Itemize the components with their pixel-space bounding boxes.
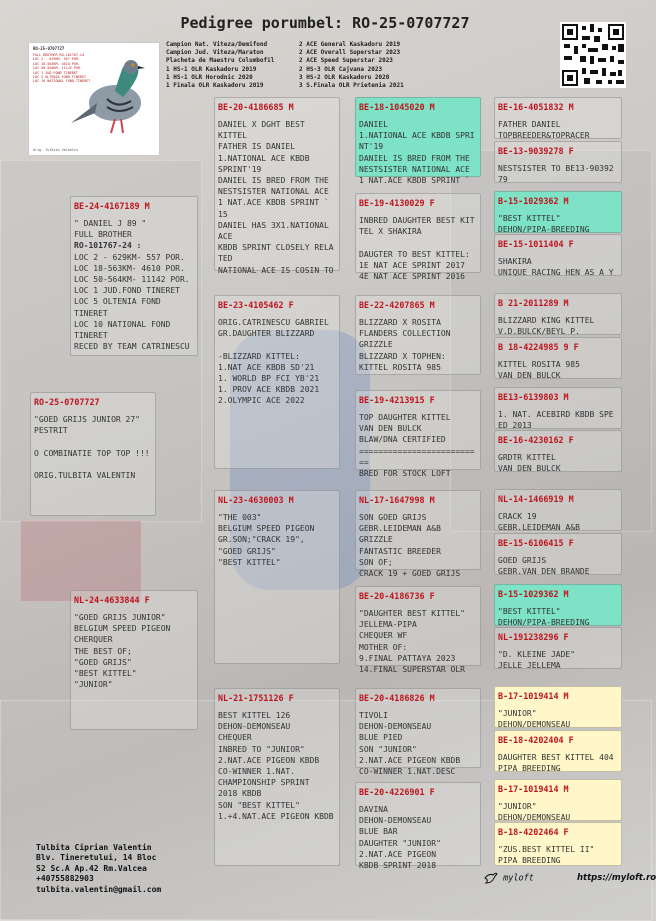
card-line: GRIZZLE [359, 535, 393, 545]
pedigree-card-gen5[interactable] [494, 533, 622, 575]
card-line: VAN DEN BULCK [498, 371, 561, 381]
card-line: "ZUS.BEST KITTEL II" [498, 845, 595, 854]
card-line: CHEQUER [218, 733, 252, 743]
pedigree-card-gen5[interactable] [494, 430, 622, 472]
card-line: FATHER DANIEL [498, 120, 561, 129]
card-line: CHAMPIONSHIP SPRINT [218, 778, 310, 788]
card-line: "JUNIOR" [498, 709, 537, 718]
pedigree-card-gen5[interactable] [494, 234, 622, 276]
card-line: GRDTR KITTEL [498, 453, 556, 462]
card-line: ACE [218, 232, 233, 242]
card-line: ED 2013 [498, 421, 532, 431]
card-line: "GOED GRIJS JUNIOR" [74, 613, 166, 622]
card-line: PIPA BREEDING [498, 856, 561, 866]
ring-number: B-15-1029362 M [498, 589, 569, 599]
card-line: "JUNIOR" [74, 680, 113, 690]
card-line: DEHON/PIPA-BREEDING [498, 618, 590, 628]
card-line: INBRED TO "JUNIOR" [218, 744, 305, 754]
card-line: == [359, 457, 369, 467]
card-line: DANIEL HAS 3X1.NATIONAL [218, 220, 329, 230]
pedigree-card-gen4[interactable] [355, 390, 481, 479]
ring-number: NL-191238296 F [498, 632, 569, 642]
ring-number: B 21-2011289 M [498, 298, 569, 308]
ring-number: BE-15-6106415 F [498, 538, 574, 548]
ring-number: B-15-1029362 M [498, 196, 569, 206]
card-line: TINERET [74, 308, 108, 318]
card-line: ORIG.TULBITA VALENTIN [34, 471, 136, 481]
card-line [34, 436, 152, 447]
pedigree-card-gen5[interactable] [494, 627, 622, 669]
card-line: FATHER IS DANIEL [218, 142, 296, 152]
card-line: JELLE JELLEMA [498, 661, 561, 671]
card-line: "BEST KITTEL" [498, 607, 561, 616]
card-line: "GOED GRIJS JUNIOR 27" [34, 415, 140, 424]
ring-number: B-17-1019414 M [498, 691, 569, 701]
card-line: 2.OLYMPIC ACE 2022 [218, 396, 305, 406]
pigeon-photo [28, 42, 160, 156]
ring-number: BE13-6139803 M [498, 392, 569, 402]
card-line: LOC 5 OLTENIA FOND [74, 297, 161, 307]
card-line: " DANIEL J 89 " [74, 219, 147, 228]
card-line: KBDB SPRINT 2018 [359, 861, 437, 871]
card-line: CO-WINNER 1.NAT. [218, 767, 296, 777]
card-line: 2018 KBDB [218, 789, 262, 799]
card-line: 1. PROV ACE KBDB 2021 [218, 385, 320, 395]
card-line: GEBR.VAN DEN BRANDE [498, 567, 590, 577]
ring-number: BE-22-4207865 M [359, 300, 435, 310]
card-line: TOPBREEDER&TOPRACER [498, 131, 590, 141]
photo-header: RO-25-0707727 [33, 46, 65, 51]
card-line: "THE 003" [218, 513, 262, 522]
ring-number: NL-21-1751126 F [218, 693, 294, 703]
card-line: 1.+4.NAT.ACE PIGEON KBDB [218, 811, 334, 821]
ring-number: BE-24-4167189 M [74, 201, 150, 211]
card-line: NT'19 [359, 142, 384, 152]
pedigree-card-gen3[interactable] [214, 490, 340, 664]
card-line: TIVOLI [359, 711, 388, 720]
pedigree-card-gen5[interactable] [494, 293, 622, 335]
card-line: CRACK 19 + GOED GRIJS [359, 569, 461, 579]
card-line: V.D.BULCK/BEYL P. [498, 327, 580, 337]
card-line: KBDB SPRINT CLOSELY RELA [218, 243, 334, 253]
card-line: O COMBINATIE TOP TOP !!! [34, 448, 150, 458]
pedigree-card-gen4[interactable] [355, 586, 481, 675]
ring-number: BE-23-4105462 F [218, 300, 294, 310]
card-line: GR.SON;"CRACK 19", [218, 535, 305, 545]
card-line: PESTRIT [34, 426, 68, 436]
ring-number: BE-20-4186826 M [359, 693, 435, 703]
card-line: GRIZZLE [359, 340, 393, 350]
card-line: "BEST KITTEL" [498, 214, 561, 223]
card-line: GOED GRIJS [498, 556, 547, 565]
pedigree-card-gen4[interactable] [355, 782, 481, 871]
card-line: 2.NAT.ACE PIGEON [359, 849, 437, 859]
results-left: Campion Nat. Viteza/Demifond Campion Jud. Viteza/Maraton Placheta de Maestru Columbofil 1 HS-1 OLR Kaskadoru 2019 1 HS-1 OLR Horodnic 2020 1 Finala OLR Kaskadoru 2019 [166, 41, 275, 90]
card-line: 1.NATIONAL ACE KBDB [218, 153, 310, 163]
card-line: BLIZZARD X ROSITA [359, 318, 441, 327]
pedigree-card-gen4[interactable] [355, 193, 481, 282]
pedigree-card-gen5[interactable] [494, 822, 622, 866]
card-line: CRACK 19 [498, 512, 537, 521]
card-line: NESTSISTER TO BE13-90392 [498, 164, 614, 173]
card-line: JELLEMA-PIPA [359, 620, 417, 630]
photo-signature: Orig. Tulbita Valentin [33, 148, 78, 152]
card-line: FULL BROTHER [74, 230, 132, 240]
card-line: NESTSISTER NATIONAL ACE [359, 164, 470, 174]
card-line: ORIG.CATRINESCU GABRIEL [218, 318, 329, 327]
card-line: DEHON-DEMONSEAU [218, 722, 291, 732]
owner-phone: +40755882903 [36, 874, 94, 884]
card-line: MOTHER OF: [359, 642, 408, 652]
pedigree-card-gen5[interactable] [494, 730, 622, 772]
pedigree-card-dam[interactable] [70, 590, 198, 730]
ring-number: BE-18-1045020 M [359, 102, 435, 112]
card-line: "GOED GRIJS" [218, 546, 276, 556]
ring-number: B-17-1019414 M [498, 784, 569, 794]
card-line: DAUGHTER BEST KITTEL 404 [498, 753, 614, 762]
card-line: "DAUGHTER BEST KITTEL" [359, 609, 465, 618]
card-line: DEHON-DEMONSEAU [359, 722, 432, 732]
card-line: 2.NAT.ACE PIGEON KBDB [218, 755, 320, 765]
card-line: UNIQUE RACING HEN AS A Y [498, 268, 614, 278]
owner-name: Tulbita Ciprian Valentin [36, 843, 152, 852]
card-line: 1.NATIONAL ACE KBDB SPRI [359, 131, 475, 141]
ring-number: NL-23-4630003 M [218, 495, 294, 505]
card-line: SON "JUNIOR" [359, 744, 417, 754]
card-line: BLUE BAR [359, 827, 398, 837]
card-line: 9.FINAL PATTAYA 2023 [359, 653, 456, 663]
card-line: 14.FINAL SUPERSTAR OLR [359, 665, 465, 675]
pedigree-card-gen5[interactable] [494, 191, 622, 233]
card-line: VAN DEN BULCK [498, 464, 561, 474]
card-line: BELGIUM SPEED PIGEON [74, 624, 171, 634]
card-line: BLAW/DNA CERTIFIED [359, 435, 446, 445]
card-line: GR.DAUGHTER BLIZZARD [218, 329, 315, 339]
card-line: DEHON-DEMONSEAU [359, 816, 432, 826]
pigeon-icon [67, 53, 157, 139]
card-line: LOC 10 NATIONAL FOND [74, 319, 171, 329]
card-line: PIPA BREEDING [498, 764, 561, 774]
card-line [359, 237, 477, 248]
ring-number: BE-20-4186736 F [359, 591, 435, 601]
pedigree-card-gen5[interactable] [494, 584, 622, 626]
card-line: INBRED DAUGHTER BEST KIT [359, 216, 475, 225]
card-line: DANIEL [359, 120, 388, 129]
card-line: TOP DAUGHTER KITTEL [359, 413, 451, 422]
card-line: BLIZZARD X TOPHEN: [359, 351, 446, 361]
owner-contact [36, 843, 161, 895]
card-line: FLANDERS COLLECTION [359, 329, 451, 339]
card-line: 1 NAT.ACE KBDB SPRINT ` [218, 198, 329, 208]
pedigree-card-gen5[interactable] [494, 489, 622, 531]
pedigree-card-gen5[interactable] [494, 141, 622, 183]
card-line: DAUGTER TO BEST KITTEL: [359, 249, 470, 259]
owner-address: S2 Sc.A Ap.42 Rm.Valcea [36, 863, 147, 873]
ring-number: BE-16-4230162 F [498, 435, 574, 445]
ring-number: BE-19-4213915 F [359, 395, 435, 405]
card-line: DEHON/DEMONSEAU [498, 813, 571, 823]
card-line: DANIEL X DGHT BEST [218, 120, 305, 129]
pedigree-card-gen5[interactable] [494, 387, 622, 429]
card-line: LOC 1 JUD.FOND TINERET [74, 286, 180, 296]
pedigree-card-gen3[interactable] [214, 97, 340, 275]
card-line: TINERET [74, 331, 108, 341]
card-line: KITTEL ROSITA 985 [498, 360, 580, 369]
card-line: 15 [218, 209, 228, 219]
card-line: SON GOED GRIJS [359, 513, 427, 522]
card-line [218, 339, 336, 350]
card-line: KITTEL [218, 131, 247, 141]
card-line: BLUE PIED [359, 733, 403, 743]
card-line: NATIONAL ACE IS COSIN TO [218, 265, 334, 275]
card-line: 4E NAT ACE SPRINT 2016 [359, 272, 465, 282]
pedigree-card-subject[interactable] [30, 392, 156, 516]
ring-number: B-18-4202464 F [498, 827, 569, 837]
card-line: GEBR.LEIDEMAN A&B [498, 523, 580, 533]
card-line: DEHON/PIPA-BREEDING [498, 225, 590, 235]
page-title: Pedigree porumbel: RO-25-0707727 [180, 14, 470, 32]
card-line: 1. WORLD BP FCI YB'21 [218, 374, 320, 384]
card-line: "BEST KITTEL" [74, 669, 137, 679]
pedigree-card-gen4[interactable] [355, 490, 481, 579]
card-line: BEST KITTEL 126 [218, 711, 291, 720]
card-line: THE BEST OF; [74, 646, 132, 656]
ring-number: NL-14-1466919 M [498, 494, 574, 504]
owner-address: Blv. Tineretului, 14 Bloc [36, 853, 157, 863]
card-line: 1 NAT.ACE KBDB SPRINT ` [359, 176, 470, 186]
card-line: KITTEL ROSITA 985 [359, 362, 441, 372]
pedigree-card-gen5[interactable] [494, 97, 622, 139]
card-line: DANIEL IS BRED FROM THE [218, 176, 329, 186]
pedigree-card-gen3[interactable] [214, 688, 340, 866]
card-line: FANTASTIC BREEDER [359, 546, 441, 556]
card-line: "BEST KITTEL" [218, 557, 281, 567]
card-line: LOC 50-564KM- 11142 POR. [74, 275, 190, 285]
card-line: BRED FOR STOCK LOFT [359, 469, 451, 479]
card-line: "D. KLEINE JADE" [498, 650, 576, 659]
card-line: DANIEL IS BRED FROM THE [359, 153, 470, 163]
card-line [34, 459, 152, 470]
photo-caption: FULL BROTHER RO-101767-24 LOC 2 - 629KM- 557 POR. LOC 18-563KM- 4610 POR. LOC 50-564KM- 11142 POR. LOC 1 JUD.FOND TINERET LOC 5 OLTENIA FOND TINERET LOC 10 NATIONAL FOND TINERET [33, 53, 91, 84]
card-line: NESTSISTER NATIONAL ACE [218, 187, 329, 197]
website-link[interactable]: https://myloft.ro [577, 873, 656, 883]
results-right: 2 ACE General Kaskadoru 2019 2 ACE Overall Superstar 2023 2 ACE Speed Superstar 2023 2 HS-3 OLR Cajvana 2023 3 HS-2 OLR Kaskadoru 2020 3 S.Finala OLR Prietenia 2021 [299, 41, 404, 90]
card-line: ======================== [359, 446, 475, 456]
logo-text: myloft [503, 873, 534, 884]
card-line: SON OF; [359, 557, 393, 567]
myloft-logo [484, 872, 534, 884]
card-line: CHEQUER WF [359, 631, 408, 641]
pedigree-card-gen4[interactable] [355, 295, 481, 375]
card-line: TEL X SHAKIRA [359, 227, 422, 237]
card-line: DAVINA [359, 805, 388, 814]
card-line: CO-WINNER 1.NAT.DESC [359, 767, 456, 777]
card-line: BELGIUM SPEED PIGEON [218, 524, 315, 534]
card-line: -BLIZZARD KITTEL: [218, 351, 300, 361]
card-line: TED [218, 254, 233, 264]
card-line: SON "BEST KITTEL" [218, 800, 300, 810]
ring-number: NL-24-4633844 F [74, 595, 150, 605]
pedigree-card-gen4[interactable] [355, 688, 481, 777]
card-line: 2.NAT.ACE PIGEON KBDB [359, 755, 461, 765]
card-line: LOC 18-563KM- 4610 POR. [74, 263, 185, 273]
ring-number: BE-15-1011404 F [498, 239, 574, 249]
ring-number: BE-20-4186685 M [218, 102, 294, 112]
ring-number: BE-16-4051832 M [498, 102, 574, 112]
card-line: 79 [498, 175, 508, 185]
card-line: RECED BY TEAM CATRINESCU [74, 342, 190, 352]
pedigree-card-gen3[interactable] [214, 295, 340, 469]
card-line: BLIZZARD KING KITTEL [498, 316, 595, 325]
card-line: "GOED GRIJS" [74, 657, 132, 667]
card-line: 1.NAT ACE KBDB SD'21 [218, 362, 315, 372]
card-line: DEHON/DEMONSEAU [498, 720, 571, 730]
card-line: VAN DEN BULCK [359, 424, 422, 434]
pedigree-card-gen5[interactable] [494, 686, 622, 728]
card-line: GEBR.LEIDEMAN A&B [359, 524, 441, 534]
pedigree-card-gen5[interactable] [494, 779, 622, 821]
ring-number: BE-18-4202404 F [498, 735, 574, 745]
bird-logo-icon [484, 872, 498, 884]
card-line: SPRINT'19 [218, 164, 262, 174]
card-line: 1. NAT. ACEBIRD KBDB SPE [498, 410, 614, 419]
card-line: "JUNIOR" [498, 802, 537, 811]
card-line: SHAKIRA [498, 257, 532, 266]
card-line: CHERQUER [74, 635, 113, 645]
pedigree-card-gen4[interactable] [355, 97, 481, 186]
qr-code-icon [560, 22, 626, 88]
card-line: 1E NAT ACE SPRINT 2017 [359, 260, 465, 270]
ring-number: BE-13-9039278 F [498, 146, 574, 156]
ring-number: NL-17-1647998 M [359, 495, 435, 505]
card-line: RO-101767-24 : [74, 241, 142, 251]
owner-email[interactable]: tulbita.valentin@gmail.com [36, 884, 162, 894]
card-line: LOC 2 - 629KM- 557 POR. [74, 252, 185, 262]
card-line: DAUGHTER "JUNIOR" [359, 838, 441, 848]
ring-number: RO-25-0707727 [34, 397, 100, 407]
ring-number: BE-19-4130029 F [359, 198, 435, 208]
ring-number: B 18-4224985 9 F [498, 342, 579, 352]
ring-number: BE-20-4226901 F [359, 787, 435, 797]
pedigree-card-sire[interactable] [70, 196, 198, 356]
pedigree-card-gen5[interactable] [494, 337, 622, 379]
